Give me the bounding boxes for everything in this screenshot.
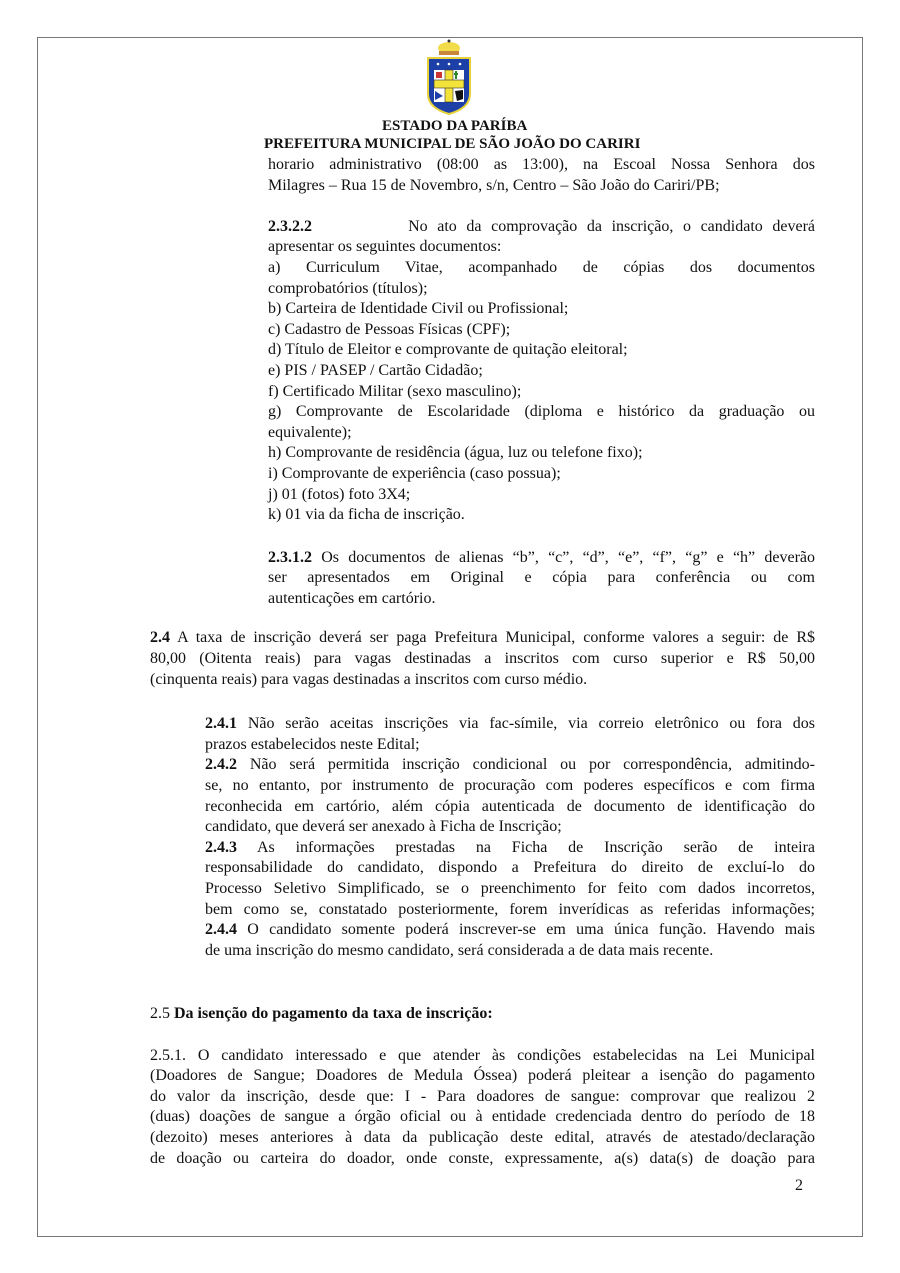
text-line xyxy=(268,382,815,403)
text-line xyxy=(150,1004,815,1025)
section-2-4-subitems xyxy=(205,714,815,961)
text-line xyxy=(205,920,815,941)
text: responsabilidade do candidato, dispondo a Prefeitura do direito de excluí-lo do xyxy=(205,859,815,877)
text: (Doadores de Sangue; Doadores de Medula Óssea) poderá pleitear a isenção do pagamento xyxy=(150,1067,815,1085)
text: equivalente); xyxy=(268,423,352,441)
section-2-3-2-2 xyxy=(268,217,815,526)
text: ser apresentados em Original e cópia para conferência ou com xyxy=(268,569,815,587)
text-line xyxy=(268,402,815,423)
text-line xyxy=(205,879,815,900)
text: horario administrativo (08:00 as 13:00), na Escoal Nossa Senhora dos xyxy=(268,156,815,173)
text-line xyxy=(268,505,815,526)
text: c) Cadastro de Pessoas Físicas (CPF); xyxy=(268,320,511,338)
text-line xyxy=(150,1107,815,1128)
text-line xyxy=(268,464,815,485)
text: Não serão aceitas inscrições via fac-símile, via correio eletrônico ou fora dos xyxy=(237,715,815,733)
text: do valor da inscrição, desde que: I - Para doadores de sangue: comprovar que realizou 2 xyxy=(150,1087,815,1105)
text: e) PIS / PASEP / Cartão Cidadão; xyxy=(268,361,483,379)
text-line xyxy=(205,797,815,818)
text: j) 01 (fotos) foto 3X4; xyxy=(268,485,411,503)
bold-text: 2.3.1.2 xyxy=(268,548,312,566)
text: No ato da comprovação da inscrição, o candidato deverá xyxy=(312,217,815,235)
text-line xyxy=(268,279,815,300)
text-line xyxy=(268,320,815,341)
text: prazos estabelecidos neste Edital; xyxy=(205,735,420,753)
text-line xyxy=(205,858,815,879)
text: 80,00 (Oitenta reais) para vagas destinadas a inscritos com curso superior e R$ 50,00 xyxy=(150,650,815,668)
paragraph-location xyxy=(268,155,815,196)
text-line xyxy=(268,237,815,258)
text-line xyxy=(205,776,815,797)
page-number: 2 xyxy=(795,1177,803,1194)
header-state: ESTADO DA PARÍBA xyxy=(382,118,528,134)
bold-text: 2.4.1 xyxy=(205,715,237,733)
text-line xyxy=(150,1128,815,1149)
text-line xyxy=(268,485,815,506)
text: 2.5 xyxy=(150,1005,174,1023)
text-line xyxy=(268,155,815,176)
text-line xyxy=(205,714,815,735)
text-line xyxy=(150,649,815,670)
text: A taxa de inscrição deverá ser paga Prefeitura Municipal, conforme valores a seguir: de R$ xyxy=(170,629,815,647)
text: i) Comprovante de experiência (caso possua); xyxy=(268,464,561,482)
document-body xyxy=(0,155,900,1169)
text: k) 01 via da ficha de inscrição. xyxy=(268,506,465,524)
section-2-5-1 xyxy=(150,1046,815,1170)
text-line xyxy=(205,735,815,756)
section-2-5-heading xyxy=(150,1004,815,1025)
text-line xyxy=(268,340,815,361)
text: As informações prestadas na Ficha de Inscrição serão de inteira xyxy=(237,838,815,856)
text: (cinquenta reais) para vagas destinadas a inscritos com curso médio. xyxy=(150,670,588,688)
text-line xyxy=(150,1046,815,1067)
bold-text: 2.4.2 xyxy=(205,756,237,774)
text-line xyxy=(268,176,815,197)
text: Não será permitida inscrição condicional ou por correspondência, admitindo- xyxy=(237,756,815,774)
header-municipality: PREFEITURA MUNICIPAL DE SÃO JOÃO DO CARIRI xyxy=(264,136,641,152)
text: (dezoito) meses anteriores à data da publicação deste edital, através de atestado/declaração xyxy=(150,1128,815,1146)
section-2-4 xyxy=(150,628,815,690)
text-line xyxy=(205,817,815,838)
text-line xyxy=(150,1149,815,1170)
text-line xyxy=(150,1087,815,1108)
text: a) Curriculum Vitae, acompanhado de cópias dos documentos xyxy=(268,258,815,276)
text-line xyxy=(268,589,815,610)
text: Os documentos de alienas “b”, “c”, “d”, “e”, “f”, “g” e “h” deverão xyxy=(312,548,815,566)
text: comprobatórios (títulos); xyxy=(268,279,428,297)
text-line xyxy=(268,258,815,279)
text-line xyxy=(150,1066,815,1087)
text: candidato, que deverá ser anexado à Ficha de Inscrição; xyxy=(205,818,562,836)
text-line xyxy=(205,900,815,921)
text: bem como se, constatado posteriormente, forem inverídicas as referidas informações; xyxy=(205,900,815,918)
text-line xyxy=(268,568,815,589)
section-2-3-1-2 xyxy=(268,548,815,610)
text: b) Carteira de Identidade Civil ou Profissional; xyxy=(268,300,569,318)
text-line xyxy=(205,838,815,859)
text: d) Título de Eleitor e comprovante de quitação eleitoral; xyxy=(268,341,628,359)
text: autenticações em cartório. xyxy=(268,589,436,607)
text: f) Certificado Militar (sexo masculino); xyxy=(268,382,522,400)
text: g) Comprovante de Escolaridade (diploma e histórico da graduação ou xyxy=(268,403,815,421)
text-line xyxy=(205,941,815,962)
text: reconhecida em cartório, além cópia autenticada de documento de identificação do xyxy=(205,797,815,815)
text-line xyxy=(268,217,815,238)
text: de doação ou carteira do doador, onde conste, expressamente, a(s) data(s) de doação para xyxy=(150,1149,815,1167)
text-line xyxy=(150,628,815,649)
text: (duas) doações de sangue a órgão oficial ou à entidade credenciada dentro do período de 18 xyxy=(150,1108,815,1126)
text-line xyxy=(150,670,815,691)
text: 2.5.1. O candidato interessado e que atender às condições estabelecidas na Lei Municipal xyxy=(150,1046,815,1064)
bold-text: Da isenção do pagamento da taxa de inscrição: xyxy=(174,1005,493,1023)
text-line xyxy=(268,423,815,444)
text-line xyxy=(205,755,815,776)
text-line xyxy=(268,361,815,382)
text-line xyxy=(268,443,815,464)
bold-text: 2.4.4 xyxy=(205,921,237,939)
coat-of-arms-logo xyxy=(424,38,474,116)
text: Milagres – Rua 15 de Novembro, s/n, Centro – São João do Cariri/PB; xyxy=(268,176,720,194)
text: apresentar os seguintes documentos: xyxy=(268,238,502,256)
bold-text: 2.3.2.2 xyxy=(268,217,312,235)
bold-text: 2.4 xyxy=(150,629,170,647)
text: O candidato somente poderá inscrever-se em uma única função. Havendo mais xyxy=(237,921,815,939)
text: h) Comprovante de residência (água, luz ou telefone fixo); xyxy=(268,444,643,462)
text: de uma inscrição do mesmo candidato, será considerada a de data mais recente. xyxy=(205,941,714,959)
text: se, no entanto, por instrumento de procuração com poderes específicos e com firma xyxy=(205,777,815,795)
text: Processo Seletivo Simplificado, se o preenchimento for feito com dados incorretos, xyxy=(205,880,815,897)
bold-text: 2.4.3 xyxy=(205,838,237,856)
text-line xyxy=(268,548,815,569)
text-line xyxy=(268,299,815,320)
